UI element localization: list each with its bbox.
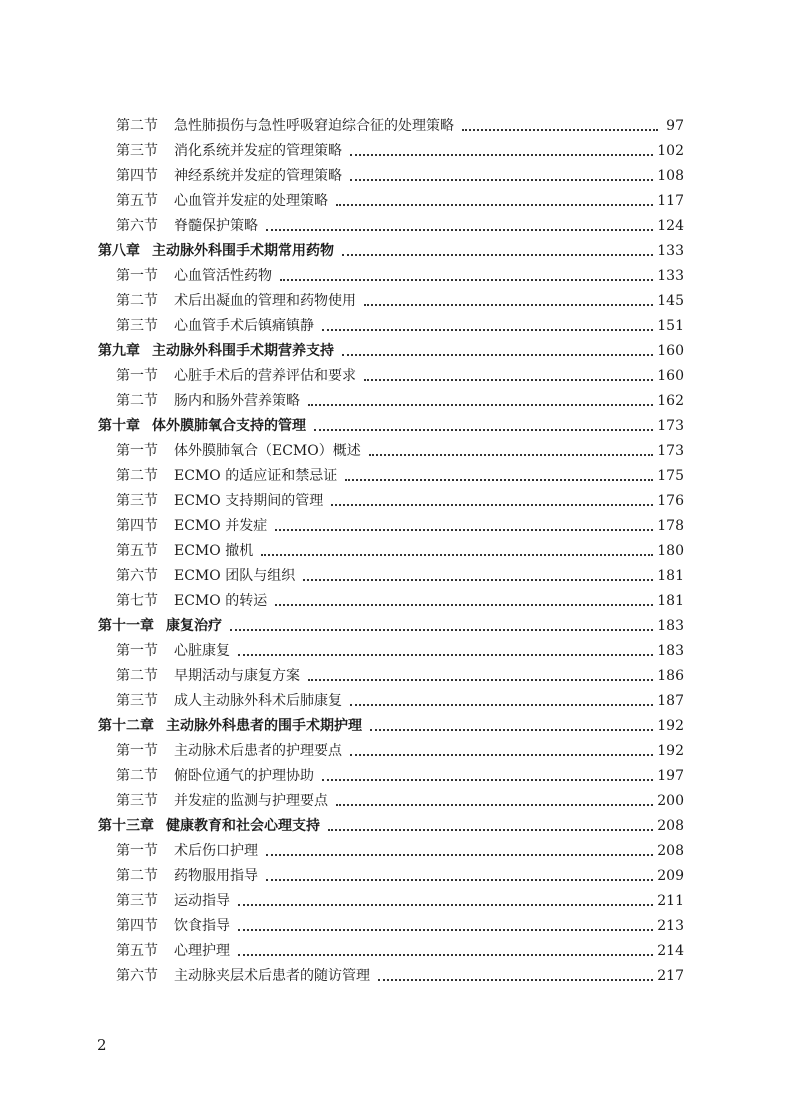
toc-entry-label: 第五节 <box>116 543 158 559</box>
toc-chapter-row <box>0 814 800 839</box>
toc-entry-page: 214 <box>657 943 684 959</box>
toc-section-row <box>0 939 800 964</box>
toc-entry-label: 第五节 <box>116 943 158 959</box>
toc-entry-title: 主动脉术后患者的护理要点 <box>174 743 342 759</box>
toc-entry-page: 97 <box>666 118 684 134</box>
toc-entry-label: 第一节 <box>116 743 158 759</box>
dot-leader <box>364 379 653 381</box>
toc-entry-title: 术后伤口护理 <box>174 843 258 859</box>
toc-entry-page: 162 <box>657 393 684 409</box>
toc-entry-title: 消化系统并发症的管理策略 <box>174 143 342 159</box>
dot-leader <box>280 279 653 281</box>
toc-entry-title: 成人主动脉外科术后肺康复 <box>174 693 342 709</box>
toc-entry-title: ECMO 的转运 <box>174 593 268 609</box>
toc-entry-label: 第一节 <box>116 368 158 384</box>
toc-entry-label: 第六节 <box>116 218 158 234</box>
dot-leader <box>238 654 653 656</box>
toc-section-row <box>0 914 800 939</box>
toc-entry-page: 178 <box>657 518 684 534</box>
toc-entry-label: 第三节 <box>116 893 158 909</box>
toc-entry-page: 145 <box>657 293 684 309</box>
toc-entry-label: 第五节 <box>116 193 158 209</box>
dot-leader <box>350 154 653 156</box>
toc-entry-label: 第三节 <box>116 143 158 159</box>
dot-leader <box>266 229 653 231</box>
dot-leader <box>350 179 653 181</box>
toc-section-row <box>0 139 800 164</box>
toc-entry-title: 急性肺损伤与急性呼吸窘迫综合征的处理策略 <box>174 118 454 134</box>
toc-entry-page: 192 <box>657 718 684 734</box>
toc-entry-label: 第十三章 <box>98 818 154 834</box>
dot-leader <box>342 354 653 356</box>
toc-entry-title: 运动指导 <box>174 893 230 909</box>
toc-entry-page: 173 <box>657 443 684 459</box>
toc-section-row <box>0 364 800 389</box>
toc-entry-title: 早期活动与康复方案 <box>174 668 300 684</box>
toc-entry-label: 第十章 <box>98 418 140 434</box>
toc-entry-label: 第三节 <box>116 693 158 709</box>
toc-entry-page: 217 <box>657 968 684 984</box>
toc-chapter-row <box>0 714 800 739</box>
toc-entry-page: 160 <box>657 368 684 384</box>
toc-entry-page: 200 <box>657 793 684 809</box>
toc-entry-title: 脊髓保护策略 <box>174 218 258 234</box>
dot-leader <box>350 704 653 706</box>
dot-leader <box>238 904 653 906</box>
toc-entry-page: 180 <box>657 543 684 559</box>
toc-entry-page: 183 <box>657 643 684 659</box>
toc-entry-title: 饮食指导 <box>174 918 230 934</box>
toc-entry-title: ECMO 团队与组织 <box>174 568 296 584</box>
toc-section-row <box>0 864 800 889</box>
toc-entry-page: 181 <box>657 593 684 609</box>
dot-leader <box>266 854 653 856</box>
toc-section-row <box>0 264 800 289</box>
toc-entry-title: 体外膜肺氧合（ECMO）概述 <box>174 443 361 459</box>
dot-leader <box>308 404 653 406</box>
toc-section-row <box>0 689 800 714</box>
toc-entry-label: 第十一章 <box>98 618 154 634</box>
toc-entry-page: 173 <box>657 418 684 434</box>
toc-section-row <box>0 639 800 664</box>
dot-leader <box>378 979 653 981</box>
toc-entry-page: 211 <box>657 893 684 909</box>
toc-entry-page: 102 <box>657 143 684 159</box>
toc-entry-label: 第六节 <box>116 568 158 584</box>
toc-entry-title: 并发症的监测与护理要点 <box>174 793 328 809</box>
toc-entry-page: 192 <box>657 743 684 759</box>
dot-leader <box>345 479 653 481</box>
dot-leader <box>462 129 658 131</box>
toc-entry-label: 第二节 <box>116 668 158 684</box>
toc-entry-page: 124 <box>657 218 684 234</box>
toc-entry-page: 209 <box>657 868 684 884</box>
toc-section-row <box>0 739 800 764</box>
toc-section-row <box>0 964 800 989</box>
toc-entry-page: 176 <box>657 493 684 509</box>
dot-leader <box>350 754 653 756</box>
dot-leader <box>238 929 653 931</box>
dot-leader <box>364 304 653 306</box>
toc-section-row <box>0 189 800 214</box>
toc-entry-page: 183 <box>657 618 684 634</box>
toc-section-row <box>0 389 800 414</box>
toc-section-row <box>0 514 800 539</box>
toc-chapter-row <box>0 339 800 364</box>
toc-entry-label: 第四节 <box>116 168 158 184</box>
toc-entry-label: 第三节 <box>116 493 158 509</box>
toc-entry-title: 心脏康复 <box>174 643 230 659</box>
toc-entry-label: 第一节 <box>116 843 158 859</box>
toc-entry-page: 197 <box>657 768 684 784</box>
toc-entry-label: 第八章 <box>98 243 140 259</box>
toc-entry-page: 187 <box>657 693 684 709</box>
toc-entry-title: 主动脉夹层术后患者的随访管理 <box>174 968 370 984</box>
toc-section-row <box>0 289 800 314</box>
table-of-contents <box>0 114 800 989</box>
toc-entry-title: ECMO 撤机 <box>174 543 254 559</box>
page-number: 2 <box>97 1036 107 1054</box>
dot-leader <box>230 629 653 631</box>
toc-section-row <box>0 789 800 814</box>
toc-entry-label: 第三节 <box>116 318 158 334</box>
toc-entry-label: 第二节 <box>116 868 158 884</box>
toc-entry-title: 心血管并发症的处理策略 <box>174 193 328 209</box>
dot-leader <box>275 604 653 606</box>
toc-chapter-row <box>0 414 800 439</box>
dot-leader <box>261 554 653 556</box>
toc-entry-label: 第一节 <box>116 643 158 659</box>
dot-leader <box>322 329 653 331</box>
dot-leader <box>266 879 653 881</box>
toc-entry-page: 175 <box>657 468 684 484</box>
dot-leader <box>328 829 653 831</box>
dot-leader <box>322 779 653 781</box>
toc-entry-title: 心脏手术后的营养评估和要求 <box>174 368 356 384</box>
toc-section-row <box>0 589 800 614</box>
toc-chapter-row <box>0 614 800 639</box>
toc-entry-title: 主动脉外科围手术期常用药物 <box>152 243 334 259</box>
toc-entry-page: 151 <box>657 318 684 334</box>
toc-entry-page: 108 <box>657 168 684 184</box>
toc-section-row <box>0 664 800 689</box>
toc-entry-title: 心血管手术后镇痛镇静 <box>174 318 314 334</box>
toc-entry-label: 第二节 <box>116 768 158 784</box>
toc-entry-page: 160 <box>657 343 684 359</box>
dot-leader <box>336 804 653 806</box>
toc-entry-label: 第六节 <box>116 968 158 984</box>
toc-entry-title: ECMO 支持期间的管理 <box>174 493 324 509</box>
toc-entry-title: 体外膜肺氧合支持的管理 <box>152 418 306 434</box>
toc-entry-title: 神经系统并发症的管理策略 <box>174 168 342 184</box>
toc-entry-title: 肠内和肠外营养策略 <box>174 393 300 409</box>
toc-entry-label: 第十二章 <box>98 718 154 734</box>
toc-chapter-row <box>0 239 800 264</box>
toc-section-row <box>0 889 800 914</box>
toc-section-row <box>0 539 800 564</box>
toc-entry-label: 第二节 <box>116 468 158 484</box>
dot-leader <box>275 529 653 531</box>
toc-entry-title: 俯卧位通气的护理协助 <box>174 768 314 784</box>
toc-section-row <box>0 764 800 789</box>
dot-leader <box>342 254 653 256</box>
toc-section-row <box>0 489 800 514</box>
dot-leader <box>314 429 653 431</box>
toc-entry-title: ECMO 的适应证和禁忌证 <box>174 468 338 484</box>
toc-entry-page: 186 <box>657 668 684 684</box>
dot-leader <box>238 954 653 956</box>
toc-entry-label: 第一节 <box>116 443 158 459</box>
toc-section-row <box>0 464 800 489</box>
toc-entry-label: 第四节 <box>116 918 158 934</box>
toc-entry-page: 208 <box>657 843 684 859</box>
toc-entry-page: 208 <box>657 818 684 834</box>
toc-entry-title: 心血管活性药物 <box>174 268 272 284</box>
toc-section-row <box>0 564 800 589</box>
toc-section-row <box>0 114 800 139</box>
toc-entry-label: 第二节 <box>116 118 158 134</box>
toc-entry-title: 主动脉外科围手术期营养支持 <box>152 343 334 359</box>
dot-leader <box>303 579 653 581</box>
dot-leader <box>370 729 653 731</box>
toc-entry-label: 第二节 <box>116 393 158 409</box>
toc-section-row <box>0 214 800 239</box>
toc-entry-title: 康复治疗 <box>166 618 222 634</box>
toc-entry-title: 主动脉外科患者的围手术期护理 <box>166 718 362 734</box>
toc-entry-page: 117 <box>657 193 684 209</box>
toc-section-row <box>0 839 800 864</box>
toc-entry-title: 健康教育和社会心理支持 <box>166 818 320 834</box>
toc-entry-title: 术后出凝血的管理和药物使用 <box>174 293 356 309</box>
toc-entry-page: 133 <box>657 268 684 284</box>
toc-entry-label: 第二节 <box>116 293 158 309</box>
toc-entry-label: 第一节 <box>116 268 158 284</box>
dot-leader <box>336 204 653 206</box>
toc-entry-title: 心理护理 <box>174 943 230 959</box>
dot-leader <box>308 679 653 681</box>
toc-entry-label: 第七节 <box>116 593 158 609</box>
dot-leader <box>331 504 653 506</box>
toc-entry-page: 133 <box>657 243 684 259</box>
toc-entry-label: 第四节 <box>116 518 158 534</box>
toc-entry-page: 213 <box>657 918 684 934</box>
toc-entry-label: 第三节 <box>116 793 158 809</box>
dot-leader <box>369 454 654 456</box>
toc-entry-title: 药物服用指导 <box>174 868 258 884</box>
toc-section-row <box>0 314 800 339</box>
toc-entry-label: 第九章 <box>98 343 140 359</box>
toc-section-row <box>0 164 800 189</box>
toc-entry-title: ECMO 并发症 <box>174 518 268 534</box>
toc-section-row <box>0 439 800 464</box>
toc-entry-page: 181 <box>657 568 684 584</box>
